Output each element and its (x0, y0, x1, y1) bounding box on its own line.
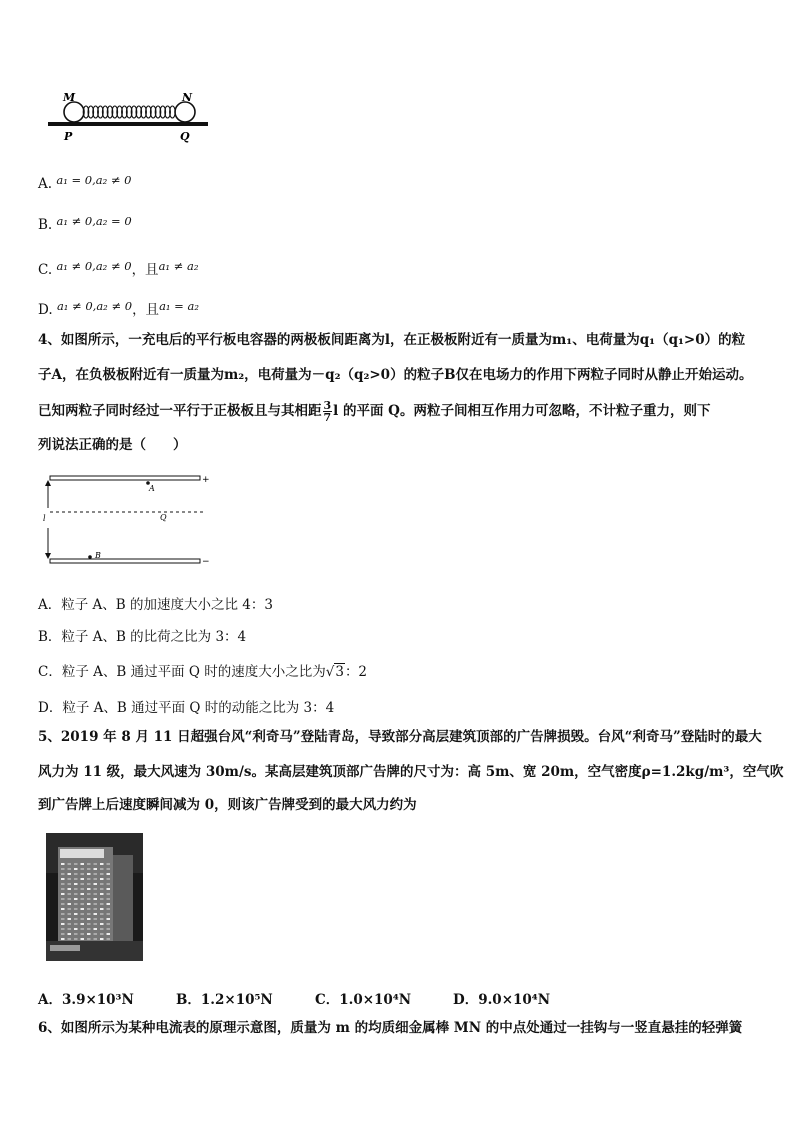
label-a: A (149, 484, 155, 493)
q4-option-a: A．粒子 A、B 的加速度大小之比 4：3 (38, 597, 273, 613)
building-window (74, 923, 78, 925)
building-window (74, 933, 78, 935)
building-window (68, 873, 72, 875)
building-window (74, 928, 78, 930)
building-window (81, 863, 85, 865)
q4-line-3: 已知两粒子同时经过一平行于正极板且与其相距 $\frac{3}{7}$ l 的平面 Q。两粒子间相互作用力可忽略，不计粒子重力，则下 (38, 399, 711, 424)
building-window (87, 893, 91, 895)
q5-option-a: A．3.9×10³N (38, 992, 134, 1008)
building-window (87, 923, 91, 925)
building-window (107, 918, 111, 920)
particle-b (88, 555, 92, 559)
building-window (107, 913, 111, 915)
label-l: l (43, 514, 46, 523)
building-window (94, 908, 98, 910)
building-window (94, 863, 98, 865)
q4-line-1: 4、如图所示，一充电后的平行板电容器的两极板间距离为l，在正极板附近有一质量为m₁、电荷量为q₁（q₁>0）的粒 (38, 332, 746, 348)
building-window (94, 883, 98, 885)
building-window (94, 888, 98, 890)
building-window (107, 933, 111, 935)
q4-line-4: 列说法正确的是（ ） (38, 437, 187, 453)
building-window (74, 938, 78, 940)
building-window (100, 938, 104, 940)
q5-line-2: 风力为 11 级，最大风速为 30m/s。某高层建筑顶部广告牌的尺寸为：高 5m、宽 20m，空气密度ρ=1.2kg/m³，空气吹 (38, 764, 784, 780)
building-window (100, 903, 104, 905)
building-window (74, 893, 78, 895)
building-window (61, 873, 65, 875)
building-window (94, 938, 98, 940)
building-window (87, 898, 91, 900)
building-window (81, 923, 85, 925)
building-window (61, 918, 65, 920)
building-window (61, 908, 65, 910)
building-window (107, 863, 111, 865)
building-window (74, 903, 78, 905)
building-window (81, 898, 85, 900)
building-window (81, 933, 85, 935)
building-window (68, 923, 72, 925)
building-window (87, 903, 91, 905)
plus-sign: + (202, 475, 210, 485)
building-window (68, 863, 72, 865)
building-window (107, 938, 111, 940)
building-window (100, 928, 104, 930)
building-window (61, 863, 65, 865)
building-window (68, 888, 72, 890)
building-window (61, 903, 65, 905)
building-window (61, 898, 65, 900)
building-window (100, 923, 104, 925)
label-m: M (63, 91, 76, 104)
building-window (81, 928, 85, 930)
building-window (68, 933, 72, 935)
q4-line-2: 子A，在负极板附近有一质量为m₂，电荷量为－q₂（q₂>0）的粒子B仅在电场力的作用下两粒子同时从静止开始运动。 (38, 367, 753, 383)
building-window (81, 913, 85, 915)
fraction: $\frac{3}{7}$ (323, 399, 332, 424)
building-window (81, 888, 85, 890)
building-window (107, 888, 111, 890)
building-window (100, 863, 104, 865)
q3-option-b: B. a₁ ≠ 0,a₂ = 0 (38, 214, 132, 233)
building-window (68, 928, 72, 930)
minus-sign: − (202, 557, 210, 567)
label-p: P (64, 130, 73, 143)
building-window (87, 873, 91, 875)
building-window (74, 908, 78, 910)
q3-option-d: D. a₁ ≠ 0,a₂ ≠ 0，且a₁ = a₂ (38, 299, 199, 318)
building-window (87, 913, 91, 915)
label-q: Q (180, 130, 190, 143)
building-window (107, 923, 111, 925)
building-window (61, 883, 65, 885)
building-window (61, 933, 65, 935)
building-window (100, 908, 104, 910)
building-window (100, 913, 104, 915)
building-window (87, 938, 91, 940)
building-window (87, 918, 91, 920)
building-window (74, 883, 78, 885)
building-window (107, 883, 111, 885)
building-window (94, 878, 98, 880)
building-window (81, 908, 85, 910)
building-window (68, 883, 72, 885)
q5-line-1: 5、2019 年 8 月 11 日超强台风“利奇马”登陆青岛，导致部分高层建筑顶部的广告牌损毁。台风“利奇马”登陆时的最大 (38, 729, 762, 745)
building-window (87, 883, 91, 885)
building-window (61, 923, 65, 925)
q3-option-a: A. a₁ = 0,a₂ ≠ 0 (38, 173, 132, 192)
building-window (100, 868, 104, 870)
q4-option-d: D．粒子 A、B 通过平面 Q 时的动能之比为 3：4 (38, 700, 335, 716)
building-window (74, 878, 78, 880)
building-window (87, 863, 91, 865)
building-window (74, 888, 78, 890)
q5-option-d: D．9.0×10⁴N (453, 992, 551, 1008)
q6-line-1: 6、如图所示为某种电流表的原理示意图，质量为 m 的均质细金属棒 MN 的中点处通过一挂钩与一竖直悬挂的轻弹簧 (38, 1020, 743, 1036)
label-b: B (95, 551, 101, 560)
building-window (100, 873, 104, 875)
building-window (68, 913, 72, 915)
building-window (87, 868, 91, 870)
building-window (100, 918, 104, 920)
building-window (81, 918, 85, 920)
building-window (107, 873, 111, 875)
building-window (61, 928, 65, 930)
label-n: N (182, 91, 193, 104)
building-window (100, 893, 104, 895)
q4-option-c: C．粒子 A、B 通过平面 Q 时的速度大小之比为√3：2 (38, 664, 368, 680)
building-window (68, 878, 72, 880)
building-window (94, 873, 98, 875)
building-photo (46, 833, 143, 961)
capacitor-figure (40, 470, 215, 580)
building-window (81, 893, 85, 895)
building-window (94, 868, 98, 870)
building-window (94, 893, 98, 895)
building-window (94, 918, 98, 920)
building-window (61, 913, 65, 915)
building-window (68, 903, 72, 905)
building-window (68, 908, 72, 910)
building-window (81, 878, 85, 880)
building-window (87, 933, 91, 935)
q3-option-c: C. a₁ ≠ 0,a₂ ≠ 0，且a₁ ≠ a₂ (38, 259, 199, 278)
building-window (94, 903, 98, 905)
q4-option-b: B．粒子 A、B 的比荷之比为 3：4 (38, 629, 247, 645)
building-window (61, 878, 65, 880)
building-window (94, 923, 98, 925)
building-window (81, 938, 85, 940)
building-window (94, 928, 98, 930)
building-window (87, 928, 91, 930)
building-window (81, 883, 85, 885)
building-window (94, 913, 98, 915)
building-window (107, 868, 111, 870)
building-window (107, 928, 111, 930)
building-window (74, 913, 78, 915)
q5-line-3: 到广告牌上后速度瞬间减为 0，则该广告牌受到的最大风力约为 (38, 797, 417, 813)
building-window (107, 878, 111, 880)
building-window (74, 873, 78, 875)
building-window (100, 898, 104, 900)
building-window (81, 868, 85, 870)
building-window (107, 908, 111, 910)
building-window (87, 908, 91, 910)
building-window (61, 888, 65, 890)
building-window (61, 868, 65, 870)
label-plane-q: Q (160, 513, 167, 522)
building-window (107, 903, 111, 905)
building-window (61, 893, 65, 895)
spring-figure (44, 86, 214, 146)
building-window (68, 868, 72, 870)
building-window (100, 888, 104, 890)
building-window (87, 878, 91, 880)
building-window (107, 898, 111, 900)
building-window (74, 863, 78, 865)
building-window (94, 898, 98, 900)
building-window (100, 883, 104, 885)
building-window (61, 938, 65, 940)
building-window (68, 938, 72, 940)
building-window (107, 893, 111, 895)
building-window (100, 878, 104, 880)
building-window (81, 903, 85, 905)
building-window (74, 918, 78, 920)
building-window (94, 933, 98, 935)
building-window (68, 893, 72, 895)
q5-option-b: B．1.2×10⁵N (176, 992, 273, 1008)
building-window (68, 898, 72, 900)
q5-option-c: C．1.0×10⁴N (315, 992, 412, 1008)
building-window (100, 933, 104, 935)
building-window (81, 873, 85, 875)
building-window (74, 868, 78, 870)
building-window (74, 898, 78, 900)
building-window (87, 888, 91, 890)
building-window (68, 918, 72, 920)
